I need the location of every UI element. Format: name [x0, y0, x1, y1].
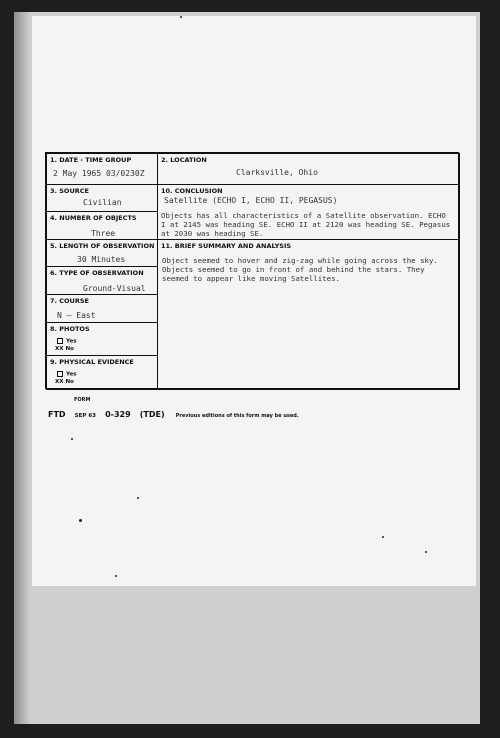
source-cell	[46, 184, 158, 212]
scan-speck	[425, 551, 427, 553]
summary-text	[162, 257, 458, 283]
date-time-label: 1. DATE - TIME GROUP	[50, 156, 132, 164]
summary-cell	[157, 239, 460, 390]
evidence-yes-option	[57, 371, 76, 378]
scan-speck	[71, 438, 73, 440]
footer-note: Previous editions of this form may be used.	[175, 413, 299, 419]
scan-speck	[115, 575, 117, 577]
scan-speck	[79, 519, 82, 522]
project-card-form	[45, 152, 459, 389]
length-observation-cell	[46, 239, 158, 267]
course-value: N — East	[57, 311, 96, 320]
scan-speck	[180, 16, 182, 18]
form-label: FORM	[74, 397, 91, 403]
photos-no-option	[55, 346, 74, 352]
page-shadow	[14, 12, 30, 724]
type-observation-value: Ground-Visual	[83, 284, 146, 293]
location-cell	[157, 153, 460, 185]
conclusion-line: Objects has all characteristics of a Satellite observation. ECHO	[161, 211, 446, 220]
summary-line: Objects seemed to go in front of and behind the stars. They	[162, 264, 425, 274]
photos-label: 8. PHOTOS	[50, 325, 90, 333]
summary-line: seemed to appear like moving Satellites.	[162, 273, 340, 283]
photos-cell	[46, 322, 158, 356]
summary-label: 11. BRIEF SUMMARY AND ANALYSIS	[161, 242, 292, 250]
footer-ftd: FTD	[48, 410, 66, 419]
footer-number: 0-329	[105, 410, 131, 419]
evidence-no-label: No	[65, 379, 74, 385]
location-label: 2. LOCATION	[161, 156, 207, 164]
scan-speck	[137, 497, 139, 499]
number-objects-value: Three	[91, 229, 116, 238]
date-time-cell	[46, 153, 158, 185]
conclusion-line: I at 2145 was heading SE. ECHO II at 2120 was heading SE. Pegasus	[161, 219, 451, 229]
photos-yes-label: Yes	[66, 338, 77, 345]
scan-speck	[382, 536, 384, 538]
footer-sep: SEP 63	[74, 413, 96, 419]
photos-no-label: No	[65, 346, 74, 352]
length-observation-value: 30 Minutes	[77, 255, 126, 264]
conclusion-label: 10. CONCLUSION	[161, 187, 223, 195]
evidence-no-option	[55, 379, 74, 385]
source-label: 3. SOURCE	[50, 187, 89, 195]
checked-mark: XX	[55, 379, 64, 385]
checkbox-icon	[57, 338, 63, 344]
type-observation-label: 6. TYPE OF OBSERVATION	[50, 269, 144, 277]
checkbox-icon	[57, 371, 63, 377]
location-value: Clarksville, Ohio	[236, 168, 318, 177]
form-footer	[48, 402, 299, 421]
course-cell	[46, 294, 158, 323]
physical-evidence-cell	[46, 355, 158, 390]
conclusion-cell	[157, 184, 460, 240]
conclusion-value: Satellite (ECHO I, ECHO II, PEGASUS)	[164, 196, 338, 205]
source-value: Civilian	[83, 198, 122, 207]
evidence-yes-label: Yes	[66, 371, 77, 378]
summary-line: Object seemed to hover and zig-zag while going across the sky.	[162, 256, 438, 265]
course-label: 7. COURSE	[50, 297, 89, 305]
conclusion-text	[161, 212, 459, 238]
date-time-value: 2 May 1965 03/0230Z	[53, 169, 145, 178]
length-observation-label: 5. LENGTH OF OBSERVATION	[50, 242, 155, 250]
number-objects-cell	[46, 211, 158, 240]
photos-yes-option	[57, 338, 76, 345]
checked-mark: XX	[55, 346, 64, 352]
conclusion-line: at 2030 was heading SE.	[161, 228, 264, 238]
number-objects-label: 4. NUMBER OF OBJECTS	[50, 214, 137, 222]
physical-evidence-label: 9. PHYSICAL EVIDENCE	[50, 358, 134, 366]
type-observation-cell	[46, 266, 158, 295]
footer-tde: (TDE)	[139, 410, 165, 419]
